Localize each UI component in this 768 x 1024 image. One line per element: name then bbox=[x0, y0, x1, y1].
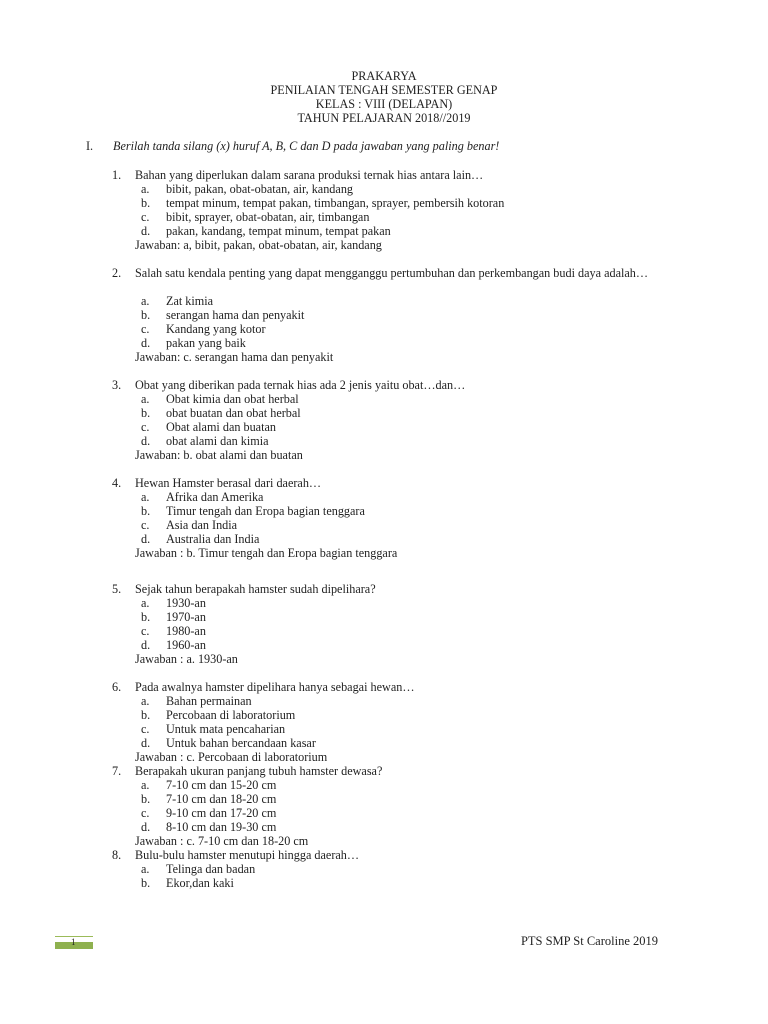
option-label: a. bbox=[141, 778, 150, 792]
answer-text: Jawaban : b. Timur tengah dan Eropa bagian tenggara bbox=[135, 546, 398, 560]
question-text: Obat yang diberikan pada ternak hias ada 2 jenis yaitu obat…dan… bbox=[135, 378, 466, 392]
page-number: 1 bbox=[71, 937, 76, 947]
option-text: Timur tengah dan Eropa bagian tenggara bbox=[166, 504, 365, 518]
option-label: a. bbox=[141, 490, 150, 504]
option-label: b. bbox=[141, 406, 151, 420]
footer-text: PTS SMP St Caroline 2019 bbox=[520, 934, 658, 948]
option-text: Asia dan India bbox=[166, 518, 238, 532]
option-label: b. bbox=[141, 196, 151, 210]
option-text: bibit, pakan, obat-obatan, air, kandang bbox=[166, 182, 354, 196]
option-label: c. bbox=[141, 210, 150, 224]
option-text: Obat kimia dan obat herbal bbox=[166, 392, 299, 406]
option-label: a. bbox=[141, 694, 150, 708]
question-text: Hewan Hamster berasal dari daerah… bbox=[135, 476, 322, 490]
answer-text: Jawaban: b. obat alami dan buatan bbox=[135, 448, 303, 462]
option-text: 7-10 cm dan 18-20 cm bbox=[166, 792, 277, 806]
option-label: d. bbox=[141, 336, 151, 350]
option-label: c. bbox=[141, 518, 150, 532]
option-label: c. bbox=[141, 322, 150, 336]
option-text: Telinga dan badan bbox=[166, 862, 256, 876]
option-label: b. bbox=[141, 610, 151, 624]
option-text: Afrika dan Amerika bbox=[166, 490, 264, 504]
option-text: 9-10 cm dan 17-20 cm bbox=[166, 806, 277, 820]
option-text: 8-10 cm dan 19-30 cm bbox=[166, 820, 277, 834]
answer-text: Jawaban : c. 7-10 cm dan 18-20 cm bbox=[135, 834, 309, 848]
doc-subject: PRAKARYA bbox=[351, 69, 417, 83]
option-text: Ekor,dan kaki bbox=[166, 876, 234, 890]
option-label: c. bbox=[141, 420, 150, 434]
option-text: 1930-an bbox=[166, 596, 206, 610]
option-text: 1960-an bbox=[166, 638, 206, 652]
option-label: d. bbox=[141, 638, 151, 652]
option-text: 7-10 cm dan 15-20 cm bbox=[166, 778, 277, 792]
option-text: Obat alami dan buatan bbox=[166, 420, 276, 434]
question-number: 8. bbox=[112, 848, 122, 862]
option-text: Kandang yang kotor bbox=[166, 322, 266, 336]
doc-class: KELAS : VIII (DELAPAN) bbox=[315, 97, 453, 111]
option-label: a. bbox=[141, 182, 150, 196]
option-label: a. bbox=[141, 862, 150, 876]
question-number: 3. bbox=[112, 378, 122, 392]
option-text: Untuk bahan bercandaan kasar bbox=[166, 736, 316, 750]
answer-text: Jawaban: a, bibit, pakan, obat-obatan, air, kandang bbox=[135, 238, 382, 252]
question-number: 2. bbox=[112, 266, 122, 280]
doc-year: TAHUN PELAJARAN 2018//2019 bbox=[297, 111, 471, 125]
answer-text: Jawaban : a. 1930-an bbox=[135, 652, 238, 666]
option-text: obat alami dan kimia bbox=[166, 434, 269, 448]
option-label: d. bbox=[141, 224, 151, 238]
option-label: a. bbox=[141, 596, 150, 610]
question-number: 5. bbox=[112, 582, 122, 596]
option-label: b. bbox=[141, 504, 151, 518]
section-instruction: Berilah tanda silang (x) huruf A, B, C dan D pada jawaban yang paling benar! bbox=[113, 139, 500, 153]
option-label: b. bbox=[141, 792, 151, 806]
question-text: Bulu-bulu hamster menutupi hingga daerah… bbox=[135, 848, 360, 862]
option-text: Bahan permainan bbox=[166, 694, 252, 708]
option-label: d. bbox=[141, 820, 151, 834]
option-text: serangan hama dan penyakit bbox=[166, 308, 305, 322]
option-text: pakan yang baik bbox=[166, 336, 246, 350]
option-label: b. bbox=[141, 708, 151, 722]
option-label: c. bbox=[141, 624, 150, 638]
option-label: a. bbox=[141, 392, 150, 406]
option-label: c. bbox=[141, 806, 150, 820]
question-number: 6. bbox=[112, 680, 122, 694]
doc-exam-title: PENILAIAN TENGAH SEMESTER GENAP bbox=[270, 83, 498, 97]
question-text: Berapakah ukuran panjang tubuh hamster dewasa? bbox=[135, 764, 383, 778]
option-label: d. bbox=[141, 736, 151, 750]
section-number: I. bbox=[86, 139, 94, 153]
option-text: pakan, kandang, tempat minum, tempat pakan bbox=[166, 224, 391, 238]
option-label: d. bbox=[141, 532, 151, 546]
option-text: Zat kimia bbox=[166, 294, 214, 308]
option-text: Percobaan di laboratorium bbox=[166, 708, 296, 722]
option-label: c. bbox=[141, 722, 150, 736]
option-text: obat buatan dan obat herbal bbox=[166, 406, 301, 420]
question-text: Salah satu kendala penting yang dapat mengganggu pertumbuhan dan perkembangan budi daya adalah… bbox=[135, 266, 649, 280]
option-text: bibit, sprayer, obat-obatan, air, timbangan bbox=[166, 210, 370, 224]
option-label: d. bbox=[141, 434, 151, 448]
option-text: tempat minum, tempat pakan, timbangan, sprayer, pembersih kotoran bbox=[166, 196, 505, 210]
option-text: 1980-an bbox=[166, 624, 206, 638]
question-number: 4. bbox=[112, 476, 122, 490]
answer-text: Jawaban: c. serangan hama dan penyakit bbox=[135, 350, 334, 364]
question-text: Pada awalnya hamster dipelihara hanya sebagai hewan… bbox=[135, 680, 415, 694]
option-label: b. bbox=[141, 876, 151, 890]
option-label: b. bbox=[141, 308, 151, 322]
option-text: Australia dan India bbox=[166, 532, 260, 546]
question-text: Sejak tahun berapakah hamster sudah dipelihara? bbox=[135, 582, 376, 596]
question-number: 1. bbox=[112, 168, 122, 182]
option-text: 1970-an bbox=[166, 610, 206, 624]
question-text: Bahan yang diperlukan dalam sarana produksi ternak hias antara lain… bbox=[135, 168, 484, 182]
question-number: 7. bbox=[112, 764, 122, 778]
option-label: a. bbox=[141, 294, 150, 308]
option-text: Untuk mata pencaharian bbox=[166, 722, 286, 736]
answer-text: Jawaban : c. Percobaan di laboratorium bbox=[135, 750, 328, 764]
